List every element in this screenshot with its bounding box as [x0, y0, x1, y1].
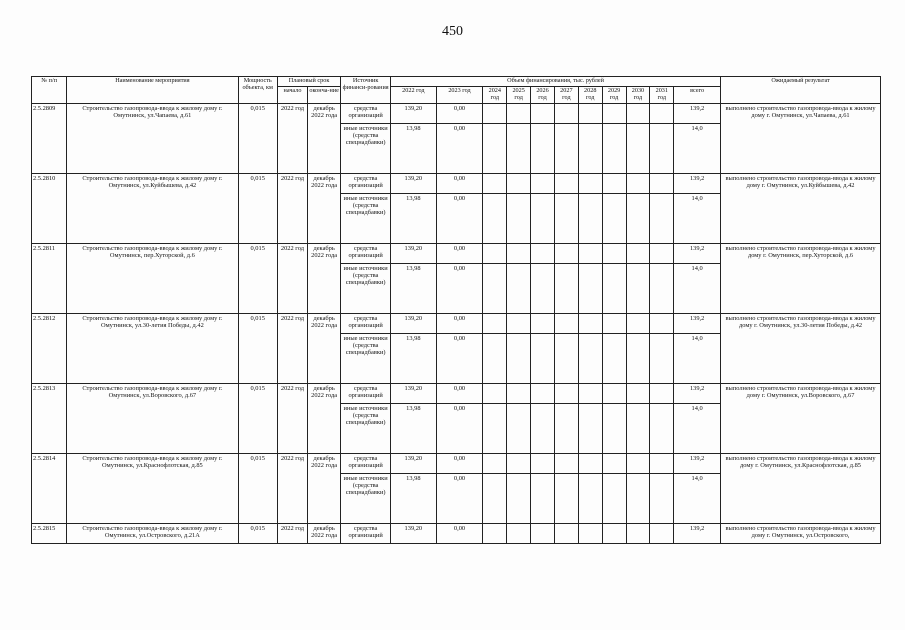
row-value-empty — [531, 263, 555, 313]
row-result: выполнено строительство газопровода-ввода к жилому дому г. Омутнинск, ул.Краснофлотская, д.85 — [721, 453, 881, 523]
row-start: 2022 год — [277, 173, 307, 243]
row-value-2022: 13,98 — [391, 123, 437, 173]
row-value-empty — [602, 263, 626, 313]
row-value-2022: 139,20 — [391, 383, 437, 403]
row-value-empty — [531, 243, 555, 263]
row-value-empty — [650, 473, 674, 523]
row-value-2023: 0,00 — [436, 243, 483, 263]
row-value-empty — [507, 243, 531, 263]
row-value-empty — [650, 383, 674, 403]
row-value-2022: 139,20 — [391, 103, 437, 123]
row-value-empty — [507, 523, 531, 543]
row-value-empty — [531, 333, 555, 383]
row-value-2023: 0,00 — [436, 103, 483, 123]
row-value-empty — [507, 333, 531, 383]
row-value-empty — [578, 313, 602, 333]
row-value-empty — [578, 123, 602, 173]
header-2023: 2023 год — [436, 86, 483, 103]
row-value-2023: 0,00 — [436, 383, 483, 403]
row-value-empty — [650, 263, 674, 313]
row-value-empty — [626, 263, 650, 313]
row-value-empty — [554, 123, 578, 173]
row-value-2023: 0,00 — [436, 313, 483, 333]
row-value-2022: 13,98 — [391, 473, 437, 523]
row-value-empty — [626, 523, 650, 543]
row-value-empty — [554, 473, 578, 523]
row-value-empty — [507, 173, 531, 193]
row-value-empty — [531, 523, 555, 543]
row-source: средства организаций — [341, 103, 391, 123]
header-source: Источник финанси-рования — [341, 77, 391, 104]
row-value-empty — [626, 313, 650, 333]
row-value-2022: 139,20 — [391, 523, 437, 543]
row-value-empty — [507, 383, 531, 403]
row-value-empty — [507, 403, 531, 453]
row-number: 2.5.2811 — [32, 243, 67, 313]
row-end: декабрь 2022 года — [308, 173, 341, 243]
row-total: 139,2 — [674, 313, 721, 333]
row-result: выполнено строительство газопровода-ввода к жилому дому г. Омутнинск, пер.Хуторской, д.6 — [721, 243, 881, 313]
row-value-empty — [483, 523, 507, 543]
header-name: Наименование мероприятия — [67, 77, 238, 104]
header-num: № п/п — [32, 77, 67, 104]
row-number: 2.5.2812 — [32, 313, 67, 383]
row-value-empty — [602, 523, 626, 543]
header-2029: 2029 год — [602, 86, 626, 103]
header-start: начало — [277, 86, 307, 103]
row-value-empty — [626, 173, 650, 193]
table-row — [32, 103, 881, 123]
row-value-empty — [507, 263, 531, 313]
header-funding: Объем финансирования, тыс. рублей — [391, 77, 721, 87]
header-2024: 2024 год — [483, 86, 507, 103]
row-value-2022: 139,20 — [391, 243, 437, 263]
row-end: декабрь 2022 года — [308, 243, 341, 313]
row-total: 139,2 — [674, 523, 721, 543]
row-value-empty — [554, 403, 578, 453]
header-2025: 2025 год — [507, 86, 531, 103]
row-value-empty — [578, 333, 602, 383]
row-value-2022: 13,98 — [391, 403, 437, 453]
row-name: Строительство газопровода-ввода к жилому дому г. Омутнинск, ул.Краснофлотская, д.85 — [67, 453, 238, 523]
table-row — [32, 313, 881, 333]
row-value-empty — [483, 103, 507, 123]
row-value-empty — [626, 123, 650, 173]
row-total: 14,0 — [674, 403, 721, 453]
row-value-empty — [531, 173, 555, 193]
row-value-empty — [602, 313, 626, 333]
row-capacity: 0,015 — [238, 313, 277, 383]
row-value-empty — [602, 473, 626, 523]
row-start: 2022 год — [277, 383, 307, 453]
row-end: декабрь 2022 года — [308, 523, 341, 543]
table-row — [32, 453, 881, 473]
row-total: 139,2 — [674, 103, 721, 123]
row-total: 14,0 — [674, 333, 721, 383]
row-name: Строительство газопровода-ввода к жилому дому г. Омутнинск, ул.30-летия Победы, д.42 — [67, 313, 238, 383]
row-value-2023: 0,00 — [436, 523, 483, 543]
row-value-empty — [650, 453, 674, 473]
row-name: Строительство газопровода-ввода к жилому дому г. Омутнинск, ул.Куйбышева, д.42 — [67, 173, 238, 243]
header-result: Ожидаемый результат — [721, 77, 881, 104]
row-capacity: 0,015 — [238, 453, 277, 523]
table-row — [32, 243, 881, 263]
row-value-empty — [507, 103, 531, 123]
row-value-empty — [578, 103, 602, 123]
row-value-empty — [650, 193, 674, 243]
row-value-2023: 0,00 — [436, 333, 483, 383]
row-value-empty — [626, 453, 650, 473]
row-source: средства организаций — [341, 453, 391, 473]
row-value-empty — [554, 383, 578, 403]
row-value-empty — [650, 333, 674, 383]
row-source: иные источники (средства спецнадбавки) — [341, 403, 391, 453]
row-start: 2022 год — [277, 313, 307, 383]
row-name: Строительство газопровода-ввода к жилому дому г. Омутнинск, пер.Хуторской, д.6 — [67, 243, 238, 313]
row-end: декабрь 2022 года — [308, 103, 341, 173]
row-source: средства организаций — [341, 383, 391, 403]
row-value-empty — [578, 193, 602, 243]
row-value-empty — [507, 123, 531, 173]
row-value-empty — [554, 243, 578, 263]
row-capacity: 0,015 — [238, 243, 277, 313]
row-value-empty — [483, 123, 507, 173]
row-source: иные источники (средства спецнадбавки) — [341, 473, 391, 523]
table-body — [32, 103, 881, 543]
row-value-2022: 139,20 — [391, 453, 437, 473]
row-value-empty — [578, 403, 602, 453]
header-2022: 2022 год — [391, 86, 437, 103]
row-name: Строительство газопровода-ввода к жилому дому г. Омутнинск, ул.Чапаева, д.61 — [67, 103, 238, 173]
header-2031: 2031 год — [650, 86, 674, 103]
row-value-empty — [650, 403, 674, 453]
row-value-2022: 13,98 — [391, 333, 437, 383]
row-result: выполнено строительство газопровода-ввода к жилому дому г. Омутнинск, ул.Чапаева, д.61 — [721, 103, 881, 173]
row-value-empty — [626, 333, 650, 383]
row-total: 14,0 — [674, 193, 721, 243]
row-value-empty — [626, 383, 650, 403]
row-value-2022: 13,98 — [391, 263, 437, 313]
row-value-2023: 0,00 — [436, 123, 483, 173]
header-end: оконча-ние — [308, 86, 341, 103]
header-total: всего — [674, 86, 721, 103]
row-source: средства организаций — [341, 313, 391, 333]
row-value-2022: 13,98 — [391, 193, 437, 243]
row-value-empty — [650, 523, 674, 543]
row-capacity: 0,015 — [238, 523, 277, 543]
row-value-empty — [531, 383, 555, 403]
row-value-empty — [531, 403, 555, 453]
header-2027: 2027 год — [554, 86, 578, 103]
row-value-empty — [626, 193, 650, 243]
row-value-empty — [483, 313, 507, 333]
row-value-empty — [483, 403, 507, 453]
row-value-empty — [602, 403, 626, 453]
row-value-empty — [483, 453, 507, 473]
header-capacity: Мощность объекта, км — [238, 77, 277, 104]
header-2028: 2028 год — [578, 86, 602, 103]
row-total: 14,0 — [674, 473, 721, 523]
row-value-empty — [650, 243, 674, 263]
row-total: 139,2 — [674, 243, 721, 263]
row-number: 2.5.2809 — [32, 103, 67, 173]
row-value-empty — [531, 453, 555, 473]
row-value-2023: 0,00 — [436, 263, 483, 313]
row-value-empty — [602, 193, 626, 243]
row-result: выполнено строительство газопровода-ввода к жилому дому г. Омутнинск, ул.Воровского, д.67 — [721, 383, 881, 453]
table-row — [32, 383, 881, 403]
row-number: 2.5.2815 — [32, 523, 67, 543]
row-value-empty — [554, 333, 578, 383]
row-value-empty — [602, 103, 626, 123]
row-capacity: 0,015 — [238, 103, 277, 173]
row-value-empty — [650, 173, 674, 193]
table-header — [32, 77, 881, 104]
row-value-2023: 0,00 — [436, 193, 483, 243]
row-capacity: 0,015 — [238, 173, 277, 243]
row-value-empty — [531, 103, 555, 123]
row-value-empty — [554, 103, 578, 123]
row-value-empty — [602, 243, 626, 263]
row-value-empty — [626, 403, 650, 453]
row-value-empty — [554, 193, 578, 243]
row-value-empty — [578, 473, 602, 523]
row-total: 14,0 — [674, 123, 721, 173]
row-value-empty — [507, 453, 531, 473]
row-value-2023: 0,00 — [436, 173, 483, 193]
row-value-empty — [626, 243, 650, 263]
row-value-empty — [554, 313, 578, 333]
row-value-empty — [626, 473, 650, 523]
row-value-2023: 0,00 — [436, 403, 483, 453]
row-value-empty — [650, 103, 674, 123]
row-total: 139,2 — [674, 383, 721, 403]
row-value-empty — [554, 263, 578, 313]
row-value-empty — [650, 313, 674, 333]
row-start: 2022 год — [277, 103, 307, 173]
row-value-empty — [578, 453, 602, 473]
row-value-empty — [483, 333, 507, 383]
row-value-empty — [578, 383, 602, 403]
row-value-empty — [626, 103, 650, 123]
row-value-empty — [483, 173, 507, 193]
row-value-empty — [602, 173, 626, 193]
row-number: 2.5.2810 — [32, 173, 67, 243]
row-number: 2.5.2814 — [32, 453, 67, 523]
row-value-2022: 139,20 — [391, 173, 437, 193]
row-start: 2022 год — [277, 243, 307, 313]
row-value-empty — [578, 263, 602, 313]
header-2026: 2026 год — [531, 86, 555, 103]
row-result: выполнено строительство газопровода-ввода к жилому дому г. Омутнинск, ул.Куйбышева, д.42 — [721, 173, 881, 243]
row-value-empty — [531, 313, 555, 333]
row-value-empty — [602, 453, 626, 473]
row-source: средства организаций — [341, 243, 391, 263]
row-value-empty — [483, 263, 507, 313]
row-value-empty — [507, 193, 531, 243]
row-value-empty — [483, 383, 507, 403]
row-total: 139,2 — [674, 173, 721, 193]
table-row — [32, 173, 881, 193]
row-value-empty — [507, 473, 531, 523]
page-number: 450 — [442, 24, 463, 39]
row-name: Строительство газопровода-ввода к жилому дому г. Омутнинск, ул.Островского, д.21А — [67, 523, 238, 543]
row-value-2023: 0,00 — [436, 453, 483, 473]
row-capacity: 0,015 — [238, 383, 277, 453]
row-value-empty — [483, 473, 507, 523]
row-value-empty — [602, 333, 626, 383]
row-start: 2022 год — [277, 523, 307, 543]
row-end: декабрь 2022 года — [308, 313, 341, 383]
table-row — [32, 523, 881, 543]
row-total: 14,0 — [674, 263, 721, 313]
row-value-empty — [507, 313, 531, 333]
row-name: Строительство газопровода-ввода к жилому дому г. Омутнинск, ул.Воровского, д.67 — [67, 383, 238, 453]
row-value-empty — [483, 243, 507, 263]
row-value-empty — [554, 173, 578, 193]
row-source: иные источники (средства спецнадбавки) — [341, 333, 391, 383]
row-value-2023: 0,00 — [436, 473, 483, 523]
row-value-empty — [578, 523, 602, 543]
row-value-empty — [531, 123, 555, 173]
row-end: декабрь 2022 года — [308, 383, 341, 453]
row-number: 2.5.2813 — [32, 383, 67, 453]
row-value-empty — [578, 243, 602, 263]
row-source: средства организаций — [341, 173, 391, 193]
row-value-empty — [554, 523, 578, 543]
row-value-empty — [554, 453, 578, 473]
funding-table — [31, 76, 881, 544]
row-value-empty — [531, 473, 555, 523]
row-total: 139,2 — [674, 453, 721, 473]
row-source: иные источники (средства спецнадбавки) — [341, 193, 391, 243]
row-result: выполнено строительство газопровода-ввода к жилому дому г. Омутнинск, ул.Островского, — [721, 523, 881, 543]
row-value-empty — [578, 173, 602, 193]
row-result: выполнено строительство газопровода-ввода к жилому дому г. Омутнинск, ул.30-летия Победы, д.42 — [721, 313, 881, 383]
row-value-empty — [602, 123, 626, 173]
row-end: декабрь 2022 года — [308, 453, 341, 523]
header-plan-term: Плановый срок — [277, 77, 340, 87]
header-2030: 2030 год — [626, 86, 650, 103]
row-source: иные источники (средства спецнадбавки) — [341, 263, 391, 313]
row-start: 2022 год — [277, 453, 307, 523]
row-value-empty — [650, 123, 674, 173]
row-value-empty — [531, 193, 555, 243]
row-value-empty — [602, 383, 626, 403]
row-source: иные источники (средства спецнадбавки) — [341, 123, 391, 173]
row-source: средства организаций — [341, 523, 391, 543]
row-value-empty — [483, 193, 507, 243]
row-value-2022: 139,20 — [391, 313, 437, 333]
